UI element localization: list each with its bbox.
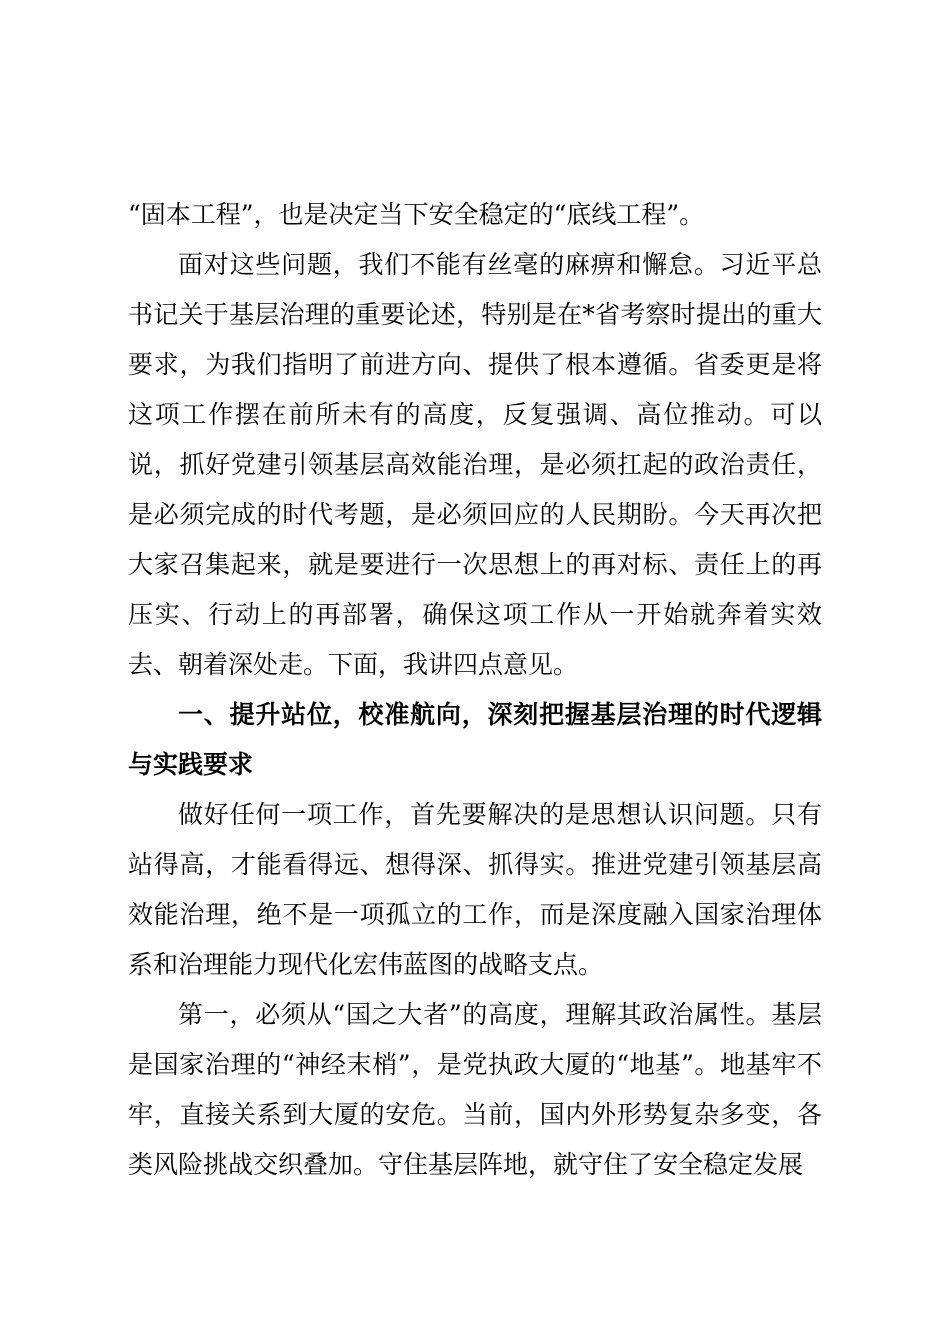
paragraph-first-point: 第一，必须从“国之大者”的高度，理解其政治属性。基层是国家治理的“神经末梢”，是党执政大厦的“地基”。地基牢不牢，直接关系到大厦的安危。当前，国内外形势复杂多变，各类风险挑战交织叠加。守住基层阵地，就守住了安全稳定发展: [128, 1000, 822, 1179]
section-heading: 一、提升站位，校准航向，深刻把握基层治理的时代逻辑与实践要求: [128, 700, 822, 779]
document-body: [128, 190, 822, 1190]
paragraph-continuation: “固本工程”，也是决定当下安全稳定的“底线工程”。: [128, 200, 705, 229]
paragraph-intro: 面对这些问题，我们不能有丝毫的麻痹和懈怠。习近平总书记关于基层治理的重要论述，特别是在*省考察时提出的重大要求，为我们指明了前进方向、提供了根本遵循。省委更是将这项工作摆在前所未有的高度，反复强调、高位推动。可以说，抓好党建引领基层高效能治理，是必须扛起的政治责任，是必须完成的时代考题，是必须回应的人民期盼。今天再次把大家召集起来，就是要进行一次思想上的再对标、责任上的再压实、行动上的再部署，确保这项工作从一开始就奔着实效去、朝着深处走。下面，我讲四点意见。: [128, 250, 822, 679]
paragraph-thinking: 做好任何一项工作，首先要解决的是思想认识问题。只有站得高，才能看得远、想得深、抓得实。推进党建引领基层高效能治理，绝不是一项孤立的工作，而是深度融入国家治理体系和治理能力现代化宏伟蓝图的战略支点。: [128, 800, 822, 979]
